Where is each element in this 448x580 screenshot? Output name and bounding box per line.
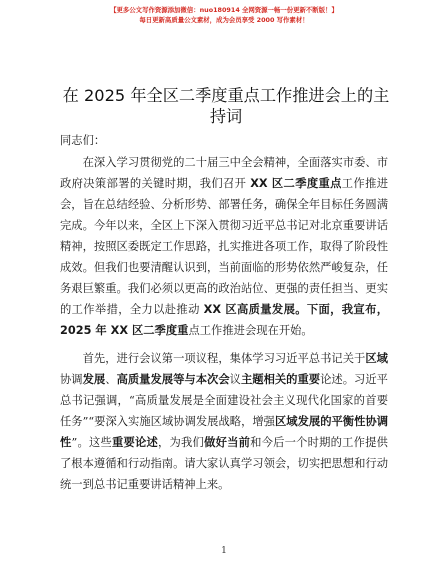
document-body [60,130,388,495]
promo-banner [0,5,448,25]
bold-highlight: 做好当前 [204,436,251,449]
paragraph-2 [60,348,388,495]
text-run: 在深入学习贯彻党的二十届三中全会精神，全面落实市委、市政府决策部署的关键时期，我们召开 [60,156,388,190]
text-run: 议 [229,373,241,386]
promo-banner-line-2: 每日更新高质量公文素材，成为会员享受 2000 写作素材！ [139,16,309,24]
text-run: 工作推进会，旨在总结经验、分析形势、部署任务，确保全年目标任务圆满完成。今年以来，全区上下深入贯彻习近平总书记对北京重要讲话精神，按照区委既定工作思路，扎实推进各项工作，取得了阶段性成效。但我们也要清醒认识到，当前面临的形势依然严峻复杂，任务艰巨繁重。我们必须以更高的政治站位、更强的责任担当、更实的工作举措，全力以赴推动 [60,177,389,316]
document-title: 在 2025 年全区二季度重点工作推进会上的主持词 [62,86,390,126]
text-run: 协调 [60,373,83,386]
paragraph-1 [60,152,388,341]
bold-highlight: 主题相关的重要 [240,373,321,386]
promo-banner-line-1: 【更多公文写作资源添加微信：nuo180914 全网资源一畅一份更新不断版！】 [110,6,338,14]
bold-highlight: 重要论述 [112,436,159,449]
text-run: 和今后一个时期的工作提供了根本遵循和行动指南。请大家认真学习领会，切实把思想和行动统一到总书记重要讲话精神上来。 [60,436,388,491]
bold-highlight: 区域发展的平衡性协调性 [60,415,388,449]
bold-highlight: 高质量发展等与本次会 [116,373,230,386]
text-run: 、 [105,373,117,386]
text-run: ”。这些 [71,436,113,449]
bold-highlight: 区域 [365,352,388,365]
text-run: 论述。习近平总书记强调，“高质量发展是全面建设社会主义现代化国家的首要任务”“要深入实施区域协调发展战略，增强 [60,373,388,428]
text-run: 点工作推进会现在开始。 [188,324,313,337]
bold-highlight: XX 区二季度重点 [250,177,342,190]
text-run: 首先，进行会议第一项议程，集体学习习近平总书记关于 [82,352,366,365]
salutation: 同志们： [60,134,106,147]
page-number: 1 [221,546,227,556]
bold-highlight: 发展 [82,373,106,386]
text-run: ，为我们 [158,436,205,449]
bold-highlight: XX 区高质量发展。下面，我宣布，2025 年 XX 区二季度重 [60,303,389,337]
